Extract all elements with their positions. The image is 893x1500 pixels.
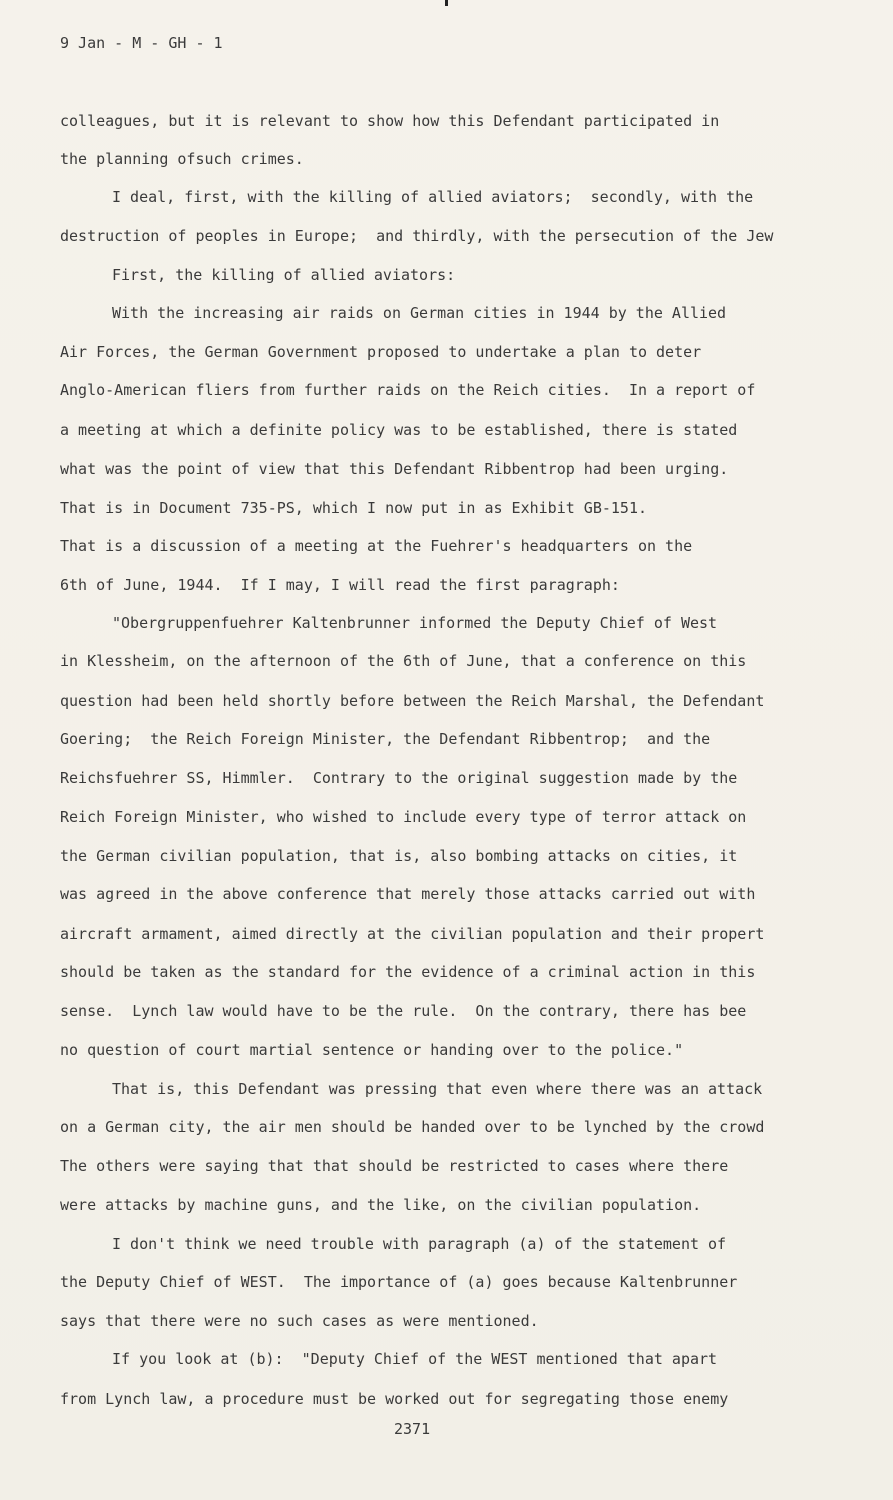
text-line: I deal, first, with the killing of allied aviators; secondly, with the xyxy=(112,188,754,206)
text-line: aircraft armament, aimed directly at the civilian population and their propert xyxy=(60,925,765,943)
text-line: a meeting at which a definite policy was to be established, there is stated xyxy=(60,421,738,439)
text-line: Anglo-American fliers from further raids on the Reich cities. In a report of xyxy=(60,381,756,399)
text-line: Goering; the Reich Foreign Minister, the Defendant Ribbentrop; and the xyxy=(60,730,711,748)
text-line: Reich Foreign Minister, who wished to include every type of terror attack on xyxy=(60,808,747,826)
text-line: That is, this Defendant was pressing that even where there was an attack xyxy=(112,1080,763,1098)
text-line: were attacks by machine guns, and the like, on the civilian population. xyxy=(60,1196,702,1214)
text-line: That is a discussion of a meeting at the Fuehrer's headquarters on the xyxy=(60,537,693,555)
text-line: no question of court martial sentence or handing over to the police." xyxy=(60,1041,684,1059)
text-line: question had been held shortly before between the Reich Marshal, the Defendant xyxy=(60,692,765,710)
text-line: If you look at (b): "Deputy Chief of the WEST mentioned that apart xyxy=(112,1350,718,1368)
page-header: 9 Jan - M - GH - 1 xyxy=(60,34,223,52)
text-line: With the increasing air raids on German cities in 1944 by the Allied xyxy=(112,304,727,322)
page-number: 2371 xyxy=(394,1420,431,1438)
text-line: the Deputy Chief of WEST. The importance of (a) goes because Kaltenbrunner xyxy=(60,1273,738,1291)
text-line: First, the killing of allied aviators: xyxy=(112,266,456,284)
text-line: destruction of peoples in Europe; and thirdly, with the persecution of the Jew xyxy=(60,227,774,245)
text-line: the planning ofsuch crimes. xyxy=(60,150,304,168)
text-line: from Lynch law, a procedure must be worked out for segregating those enemy xyxy=(60,1390,729,1408)
text-line: The others were saying that that should be restricted to cases where there xyxy=(60,1157,729,1175)
text-line: That is in Document 735-PS, which I now put in as Exhibit GB-151. xyxy=(60,499,647,517)
text-line: sense. Lynch law would have to be the rule. On the contrary, there has bee xyxy=(60,1002,747,1020)
text-line: Air Forces, the German Government proposed to undertake a plan to deter xyxy=(60,343,702,361)
text-line: the German civilian population, that is, also bombing attacks on cities, it xyxy=(60,847,738,865)
text-line: Reichsfuehrer SS, Himmler. Contrary to the original suggestion made by the xyxy=(60,769,738,787)
text-line: should be taken as the standard for the evidence of a criminal action in this xyxy=(60,963,756,981)
text-line: on a German city, the air men should be handed over to be lynched by the crowd xyxy=(60,1118,765,1136)
text-line: 6th of June, 1944. If I may, I will read the first paragraph: xyxy=(60,576,620,594)
top-edge-mark xyxy=(445,0,448,6)
text-line: I don't think we need trouble with paragraph (a) of the statement of xyxy=(112,1235,727,1253)
text-line: what was the point of view that this Defendant Ribbentrop had been urging. xyxy=(60,460,729,478)
text-line: "Obergruppenfuehrer Kaltenbrunner informed the Deputy Chief of West xyxy=(112,614,718,632)
text-line: says that there were no such cases as were mentioned. xyxy=(60,1312,539,1330)
text-line: in Klessheim, on the afternoon of the 6th of June, that a conference on this xyxy=(60,652,747,670)
text-line: colleagues, but it is relevant to show how this Defendant participated in xyxy=(60,112,720,130)
text-line: was agreed in the above conference that merely those attacks carried out with xyxy=(60,885,756,903)
